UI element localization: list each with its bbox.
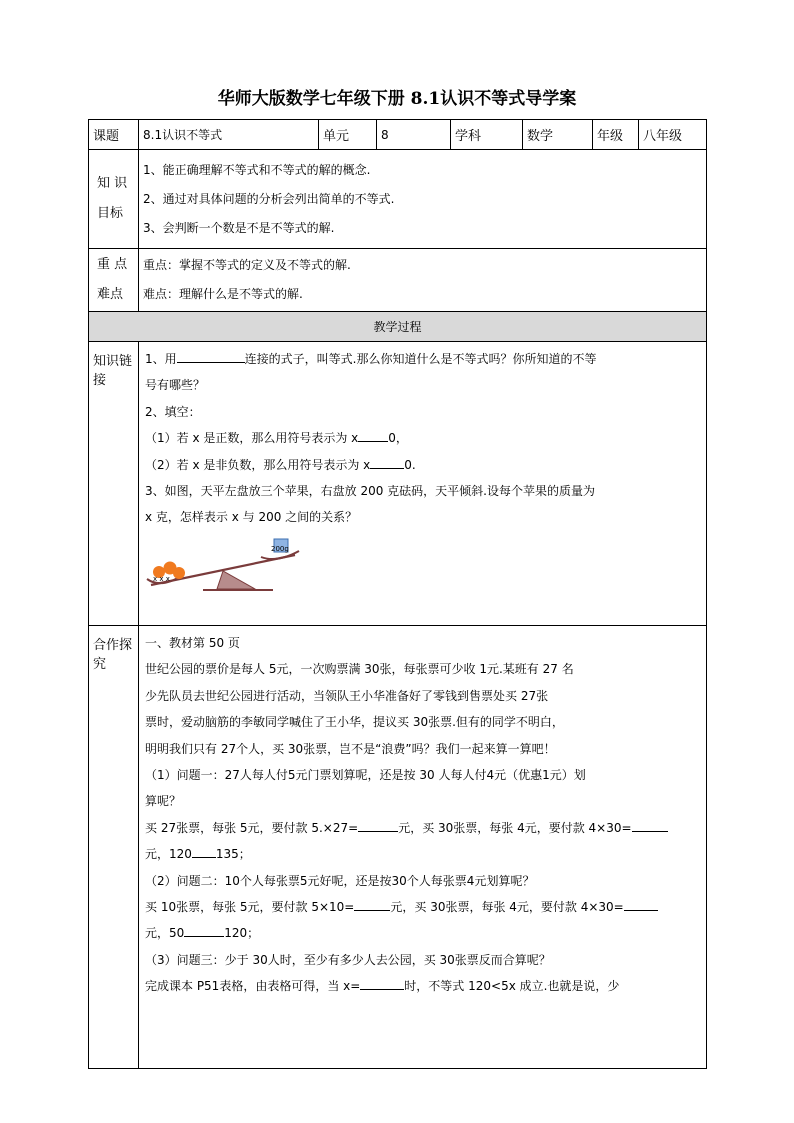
cooperation-q1d-b: 135；	[215, 847, 251, 862]
cooperation-q1c-a: 买 27张票，每张 5元，要付款 5.×27=	[145, 820, 359, 835]
cooperation-p2: 少先队员去世纪公园进行活动，当领队王小华准备好了零钱到售票处买 27张	[145, 688, 549, 703]
unit-value: 8	[377, 120, 451, 150]
answer-blank[interactable]	[192, 845, 216, 858]
scale-fulcrum	[217, 571, 255, 589]
cooperation-q2b-a: 买 10张票，每张 5元，要付款 5×10=	[145, 900, 355, 915]
topic-value: 8.1认识不等式	[139, 120, 319, 150]
objective-item: 1、能正确理解不等式和不等式的解的概念.	[143, 162, 371, 177]
answer-blank[interactable]	[370, 456, 404, 469]
key-point-item: 重点：掌握不等式的定义及不等式的解.	[143, 258, 351, 272]
knowledge-q3-b: x 克，怎样表示 x 与 200 之间的关系？	[145, 510, 358, 525]
cooperation-p3: 票时，爱动脑筋的李敏同学喊住了王小华，提议买 30张票.但有的同学不明白，	[145, 715, 564, 730]
key-points-row	[89, 249, 707, 312]
cooperation-q1d	[143, 841, 702, 867]
key-point-item: 难点：理解什么是不等式的解.	[143, 287, 303, 301]
cooperation-q3b-a: 完成课本 P51表格，由表格可得，当 x=	[145, 979, 361, 994]
cooperation-intro: 一、教材第 50 页	[145, 636, 240, 650]
answer-blank[interactable]	[360, 977, 404, 990]
cooperation-q2c-a: 元，50	[145, 926, 185, 941]
cooperation-q1a: （1）问题一：27人每人付5元门票划算呢，还是按 30 人每人付4元（优惠1元）划	[145, 768, 586, 783]
answer-blank[interactable]	[354, 898, 390, 911]
answer-blank[interactable]	[358, 819, 398, 832]
knowledge-q1-b: 连接的式子，叫等式.那么你知道什么是不等式吗？你所知道的不等	[244, 352, 597, 366]
cooperation-label: 合作探究	[89, 626, 139, 1069]
knowledge-q2-1-b: 0，	[388, 431, 408, 446]
apple-icon	[173, 567, 185, 579]
cooperation-row	[89, 626, 707, 1069]
objectives-label-cell	[89, 150, 139, 249]
answer-blank[interactable]	[624, 898, 658, 911]
header-row	[89, 120, 707, 150]
answer-blank[interactable]	[184, 924, 224, 937]
lesson-plan-table	[88, 119, 707, 1069]
objectives-label-1: 知 识	[97, 176, 128, 191]
document-title: 华师大版数学七年级下册 8.1认识不等式导学案	[217, 89, 577, 109]
process-header: 教学过程	[89, 312, 707, 342]
cooperation-q2b	[143, 894, 702, 920]
answer-blank[interactable]	[177, 350, 245, 363]
objectives-content	[139, 150, 707, 249]
cooperation-p4: 明明我们只有 27个人，买 30张票，岂不是“浪费”吗？我们一起来算一算吧！	[145, 741, 556, 756]
knowledge-q1-c: 号有哪些？	[145, 378, 206, 393]
grade-label: 年级	[593, 120, 639, 150]
key-points-label-1: 重 点	[97, 257, 128, 272]
cooperation-q3b	[143, 973, 702, 999]
knowledge-link-label: 知识链接	[89, 342, 139, 626]
cooperation-q1d-a: 元，120	[145, 847, 192, 862]
subject-value: 数学	[523, 120, 593, 150]
cooperation-q1c	[143, 815, 702, 841]
knowledge-link-content	[139, 342, 707, 626]
cooperation-q1b: 算呢？	[145, 794, 182, 809]
cooperation-q2a: （2）问题二：10个人每张票5元好呢，还是按30个人每张票4元划算呢？	[145, 873, 535, 888]
cooperation-q2c	[143, 920, 702, 946]
knowledge-q2-1-a: （1）若 x 是正数，那么用符号表示为 x	[145, 431, 359, 446]
knowledge-q2-1	[143, 425, 702, 451]
process-header-row	[89, 312, 707, 342]
answer-blank[interactable]	[358, 429, 388, 442]
subject-label: 学科	[451, 120, 523, 150]
knowledge-q1-a: 1、用	[145, 352, 177, 366]
key-points-label-2: 难点	[97, 287, 124, 302]
knowledge-q3-a: 3、如图，天平左盘放三个苹果，右盘放 200 克砝码，天平倾斜.设每个苹果的质量为	[145, 484, 595, 499]
answer-blank[interactable]	[632, 819, 668, 832]
cooperation-q3a: （3）问题三：少于 30人时，至少有多少人去公园，买 30张票反而合算呢？	[145, 952, 551, 967]
cooperation-content	[139, 626, 707, 1069]
unit-label: 单元	[319, 120, 377, 150]
cooperation-q2b-b: 元，买 30张票，每张 4元，要付款 4×30=	[390, 900, 624, 915]
knowledge-q2-2-a: （2）若 x 是非负数，那么用符号表示为 x	[145, 457, 371, 472]
knowledge-q2-2-b: 0.	[404, 457, 416, 472]
knowledge-q1-line	[143, 346, 702, 372]
cooperation-q2c-b: 120；	[224, 926, 260, 941]
cooperation-p1: 世纪公园的票价是每人 5元，一次购票满 30张，每张票可少收 1元.某班有 27 名	[145, 662, 574, 677]
balance-scale-illustration	[143, 537, 343, 595]
key-points-content	[139, 249, 707, 312]
scale-weight-label: 200g	[271, 544, 289, 553]
objectives-row	[89, 150, 707, 249]
objectives-label-2: 目标	[97, 206, 124, 221]
objective-item: 2、通过对具体问题的分析会列出简单的不等式.	[143, 191, 395, 206]
grade-value: 八年级	[639, 120, 707, 150]
topic-label: 课题	[89, 120, 139, 150]
knowledge-q2: 2、填空：	[145, 404, 201, 419]
cooperation-q3b-b: 时，不等式 120<5x 成立.也就是说，少	[404, 979, 620, 994]
key-points-label-cell	[89, 249, 139, 312]
knowledge-link-row	[89, 342, 707, 626]
knowledge-q2-2	[143, 452, 702, 478]
cooperation-q1c-b: 元，买 30张票，每张 4元，要付款 4×30=	[398, 820, 632, 835]
scale-left-label: x x x	[153, 574, 170, 583]
objective-item: 3、会判断一个数是不是不等式的解.	[143, 220, 335, 235]
